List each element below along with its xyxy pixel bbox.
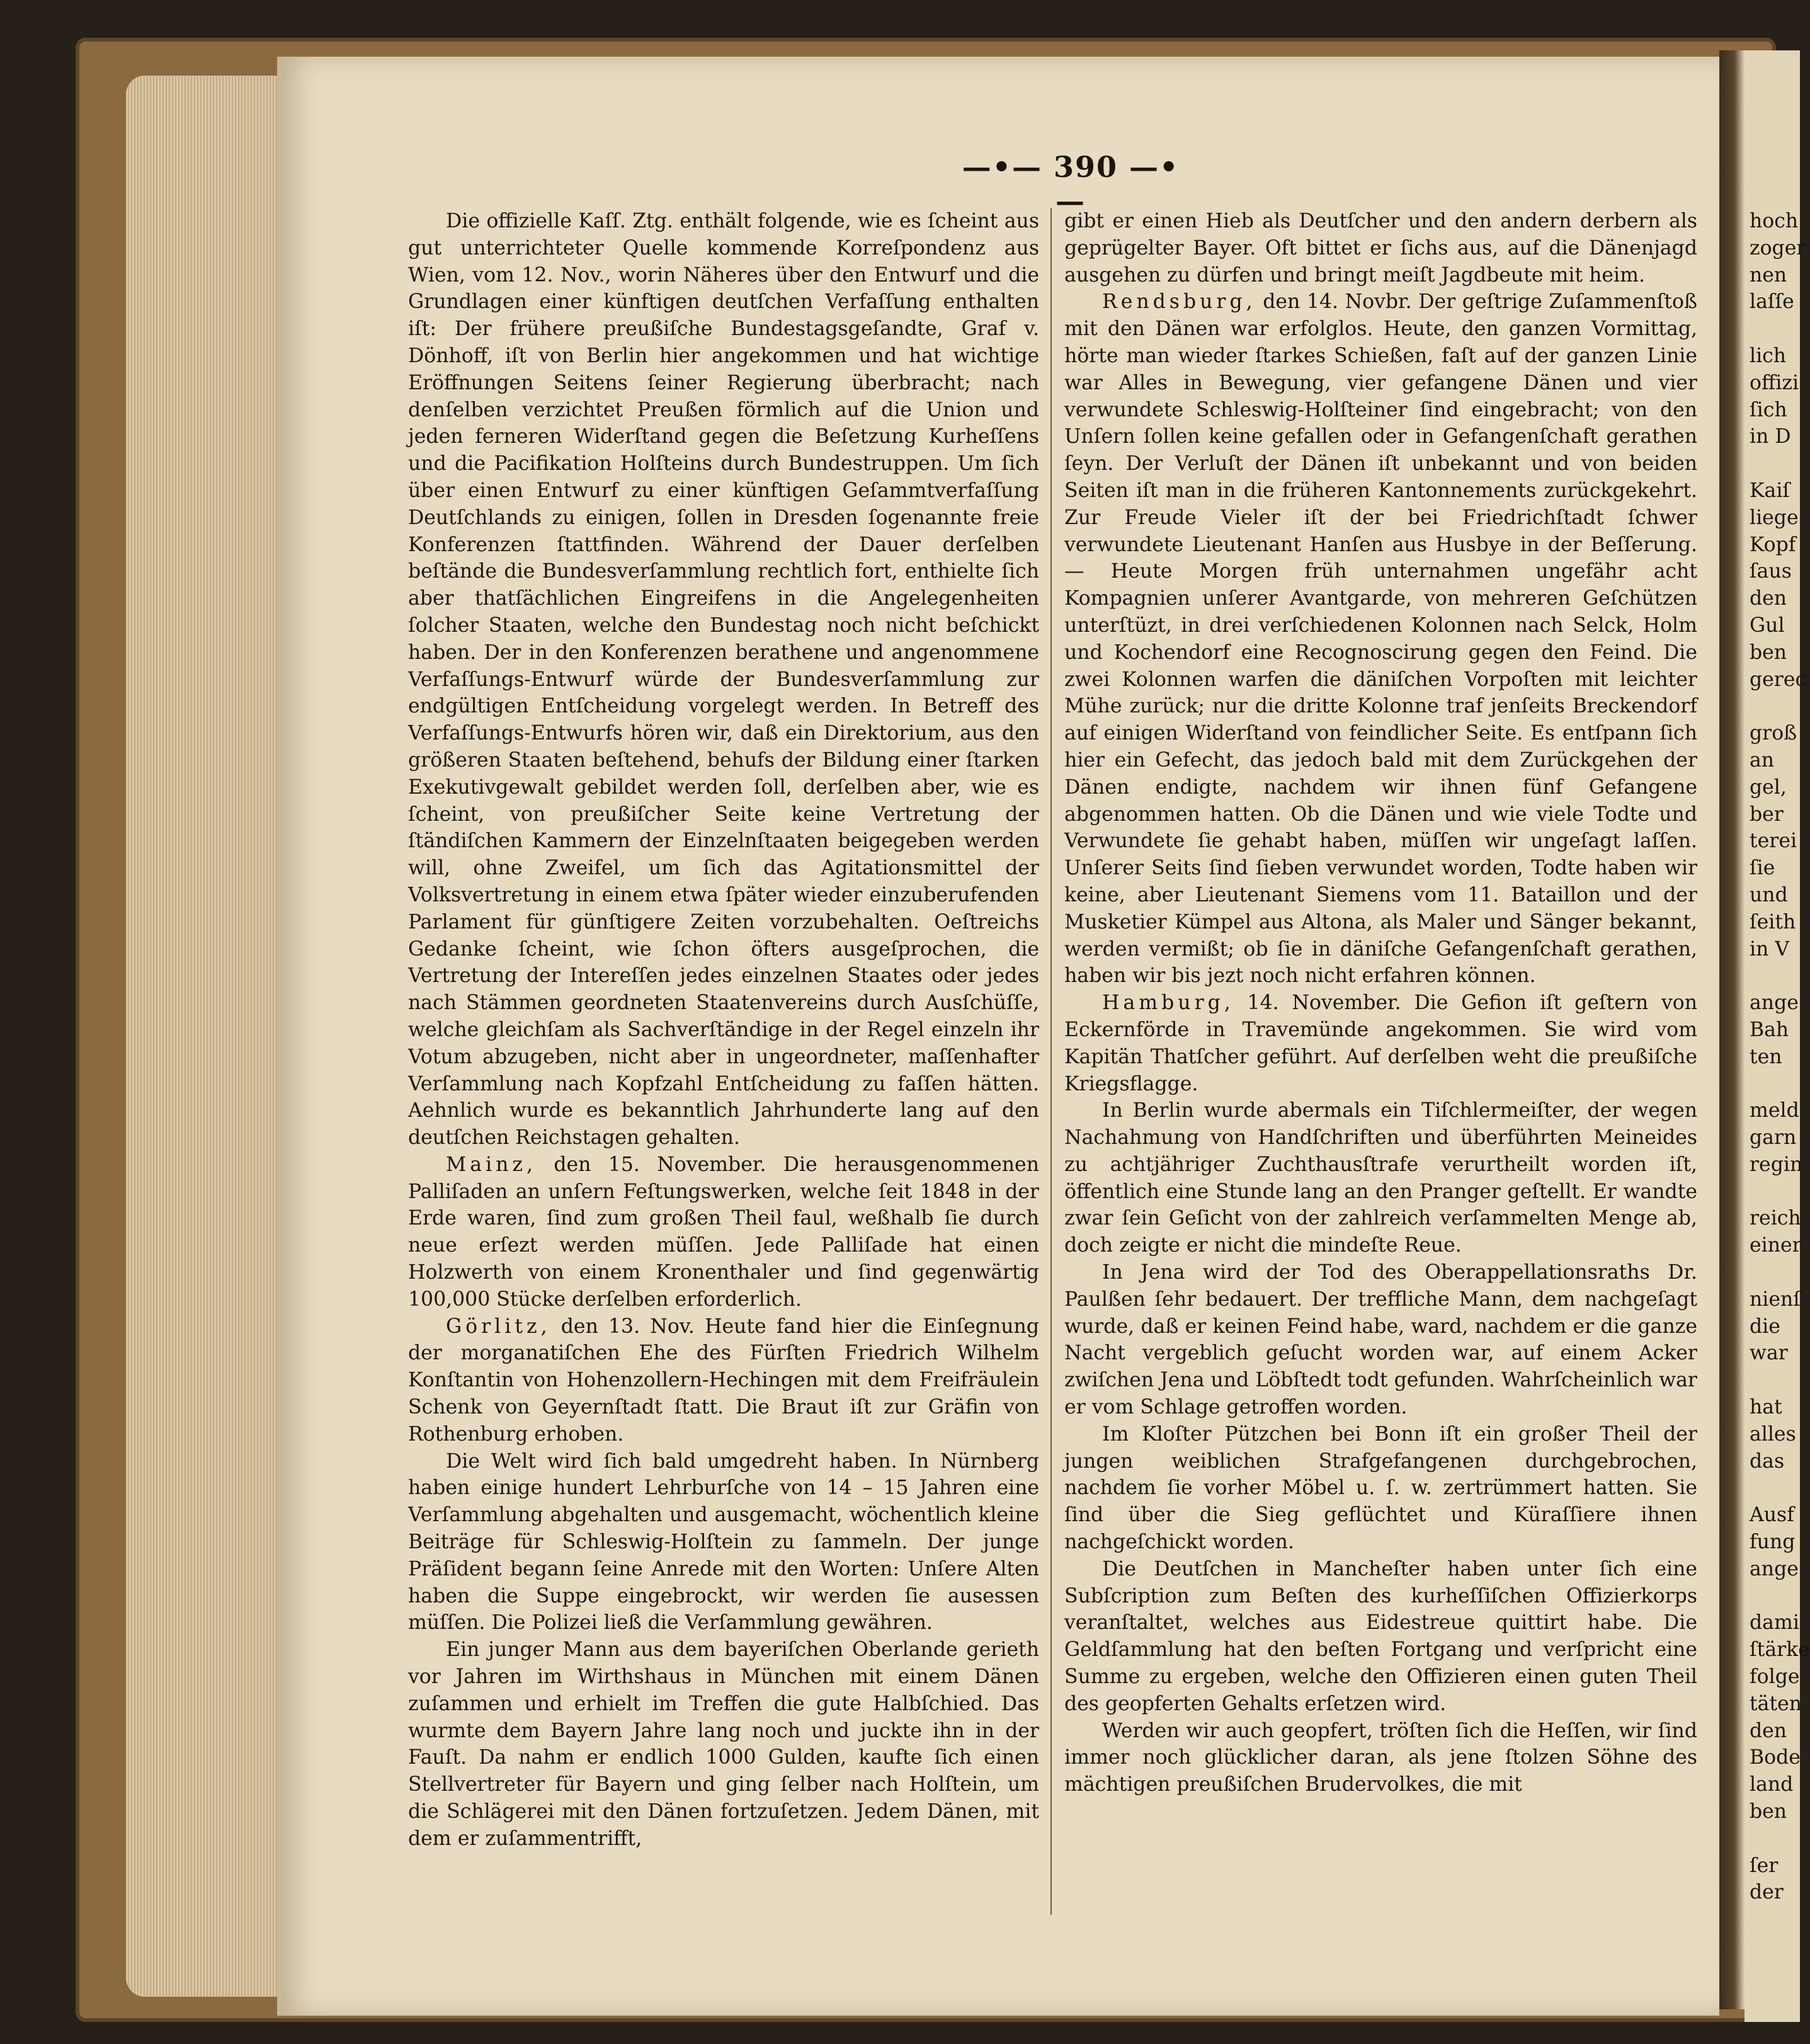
next-page-word: dami (1750, 1611, 1799, 1635)
article-paragraph (1064, 1259, 1697, 1421)
next-page-word (1745, 1179, 1800, 1206)
next-page-word: meld (1750, 1099, 1799, 1122)
next-page-word: ſich (1750, 398, 1787, 421)
next-page-word: ſeith (1750, 910, 1796, 934)
paragraph-text: In Jena wird der Tod des Oberappellationsraths Dr. Paulßen ſehr bedauert. Der treffliche Mann, dem nachgeſagt wurde, daß er keinen Feind habe, ward, nachdem er die ganze Nacht vergeblich geſucht worden war, auf einem Acker zwiſchen Jena und Löbſtedt todt gefunden. Wahrſcheinlich war er vom Schlage getroffen worden. (1064, 1261, 1697, 1419)
article-paragraph (1064, 288, 1697, 990)
next-page-word (1745, 1475, 1800, 1502)
paragraph-text: gibt er einen Hieb als Deutſcher und den andern derbern als geprügelter Bayer. Oft bittet er ſichs aus, auf die Dänenjagd ausgehen zu dürfen und bringt meiſt Jagdbeute mit heim. (1064, 210, 1697, 287)
right-column (1064, 208, 1697, 1798)
column-divider (1050, 208, 1052, 1915)
next-page-word (1745, 1367, 1800, 1394)
next-page-word: hat (1750, 1396, 1782, 1419)
next-page-fragment (1745, 50, 1810, 2022)
next-page-word: ber (1750, 802, 1784, 826)
paragraph-text: Die Deutſchen in Mancheſter haben unter ſich eine Subſcription zum Beſten des kurheſſiſchen Offizierkorps veranſtaltet, welches aus Eidestreue quittirt habe. Die Geldſammlung hat den beſten Fortgang und verſpricht eine Summe zu ergeben, welche den Offizieren einen guten Theil des geopferten Gehalts erſetzen wird. (1064, 1557, 1697, 1715)
next-page-word: Kaiſ (1750, 479, 1790, 502)
next-page-word: regin (1750, 1153, 1803, 1176)
next-page-word: den (1750, 1719, 1787, 1742)
next-page-word: offizi (1750, 371, 1799, 394)
next-page-word: ange (1750, 991, 1799, 1015)
paragraph-text: Ein junger Mann aus dem bayeriſchen Oberlande gerieth vor Jahren im Wirthshaus in München mit einem Dänen zuſammen und erhielt im Treffen die gute Halbſchied. Das wurmte dem Bayern Jahre lang noch und juckte ihn in der Fauſt. Da nahm er endlich 1000 Gulden, kaufte ſich einen Stellvertreter für Bayern und ging ſelber nach Holſtein, um die Schlägerei mit den Dänen fortzuſetzen. Jedem Dänen, mit dem er zuſammentrifft, (408, 1638, 1039, 1850)
next-page-word: Gul (1750, 614, 1785, 637)
next-page-word: ben (1750, 641, 1787, 664)
article-paragraph (1064, 990, 1697, 1097)
next-page-word (1745, 1825, 1800, 1853)
paragraph-text: Werden wir auch geopfert, tröſten ſich die Heſſen, wir ſind immer noch glücklicher daran, als jene ſtolzen Söhne des mächtigen preußiſchen Brudervolkes, die mit (1064, 1719, 1697, 1796)
next-page-word: einer (1750, 1234, 1802, 1257)
paragraph-text: Die Welt wird ſich bald umgedreht haben. In Nürnberg haben einige hundert Lehrburſche von 14 – 15 Jahren eine Verſammlung abgehalten und ausgemacht, wöchentlich kleine Beiträge für Schleswig-Holſtein zu ſammeln. Der junge Präſident begann ſeine Anrede mit den Worten: Unſere Alten haben die Suppe eingebrockt, wir werden ſie ausessen müſſen. Die Polizei ließ die Verſammlung gewähren. (408, 1449, 1039, 1635)
next-page-word: die (1750, 1315, 1780, 1338)
next-page-word: in V (1750, 937, 1790, 961)
article-paragraph (408, 1313, 1039, 1448)
article-paragraph (408, 1151, 1039, 1313)
paragraph-text: Die offizielle Kaſſ. Ztg. enthält folgende, wie es ſcheint aus gut unterrichteter Quelle kommende Korreſpondenz aus Wien, vom 12. Nov., worin Näheres über den Entwurf und die Grundlagen einer künftigen deutſchen Verfaſſung enthalten iſt: Der frühere preußiſche Bundestagsgeſandte, Graf v. Dönhoff, iſt von Berlin hier angekommen und hat wichtige Eröffnungen Seitens ſeiner Regierung überbracht; nach denſelben verzichtet Preußen förmlich auf die Union und jeden ferneren Widerſtand gegen die Beſetzung Kurheſſens und die Pacifikation Holſteins durch Bundestruppen. Um ſich über einen Entwurf zu einer künftigen Geſammtverfaſſung Deutſchlands zu einigen, ſollen in Dresden ſogenannte freie Konferenzen ſtattfinden. Während der Dauer derſelben beſtände die Bundesverſammlung rechtlich fort, enthielte ſich aber thatſächlichen Eingreifens in die Angelegenheiten ſolcher Staaten, welche den Bundestag noch nicht beſchickt haben. Der in den Konferenzen berathene und angenommene Verfaſſungs-Entwurf würde der Bundesverſammlung zur endgültigen Entſcheidung vorgelegt werden. In Betreff des Verfaſſungs-Entwurfs hören wir, daß ein Direktorium, aus den größeren Staaten beſtehend, behufs der Bildung einer ſtarken Exekutivgewalt gebildet werden ſoll, derſelben aber, wie es ſcheint, von preußiſcher Seite keine Vertretung der ſtändiſchen Kammern der Einzelnſtaaten beigegeben werden will, ohne Zweifel, um ſich das Agitationsmittel der Volksvertretung in einem etwa ſpäter wieder einzuberufenden Parlament für günſtigere Zeiten vorzubehalten. Oeſtreichs Gedanke ſcheint, wie ſchon öfters ausgeſprochen, die Vertretung der Intereſſen jedes einzelnen Staates oder jedes nach Stämmen geordneten Staatenvereins durch Ausſchüſſe, welche gleichſam als Sachverſtändige in der Regel einzeln ihr Votum abzugeben, nicht aber in ungeordneter, maſſenhafter Verſammlung nach Kopfzahl Entſcheidung zu faſſen hätten. Aehnlich wurde es bekanntlich Jahrhunderte lang auf den deutſchen Reichstagen gehalten. (408, 210, 1039, 1150)
next-page-word: terei (1750, 830, 1797, 853)
next-page-word: reich (1750, 1207, 1801, 1230)
next-page-word: in D (1750, 425, 1791, 448)
next-page-word: das (1750, 1449, 1785, 1473)
next-page-word: liege (1750, 506, 1799, 529)
next-page-word: fung (1750, 1531, 1796, 1554)
dateline-place: Rendsburg, (1102, 290, 1256, 314)
next-page-word (1745, 1071, 1800, 1098)
next-page-word: und (1750, 883, 1788, 906)
article-paragraph (1064, 1097, 1697, 1259)
article-paragraph (1064, 1421, 1697, 1556)
article-paragraph (408, 208, 1039, 1151)
next-page-word (1745, 1259, 1800, 1286)
next-page-word: war (1750, 1342, 1788, 1365)
next-page-word: ten (1750, 1045, 1782, 1068)
next-page-word: Ausf (1750, 1504, 1794, 1527)
next-page-word: ſie (1750, 857, 1775, 880)
next-page-word: Bode (1750, 1746, 1801, 1769)
next-page-word: garn (1750, 1126, 1797, 1150)
article-paragraph (408, 1448, 1039, 1637)
next-page-word: laſſe (1750, 290, 1794, 314)
next-page-word: Bah (1750, 1018, 1789, 1041)
next-page-word: alles (1750, 1422, 1796, 1446)
article-paragraph (408, 1636, 1039, 1852)
next-page-word: ange (1750, 1557, 1799, 1580)
paragraph-text: den 15. November. Die herausgenommenen Palliſaden an unſern Feſtungswerken, welche ſeit 1848 in der Erde waren, ſind zum großen Theil faul, weßhalb ſie durch neue erſezt werden müſſen. Jede Palliſade hat einen Holzwerth von einem Kronenthaler und ſind gegenwärtig 100,000 Stücke derſelben erforderlich. (408, 1153, 1039, 1311)
next-page-word: der (1750, 1881, 1784, 1904)
dateline-place: Mainz, (446, 1153, 537, 1176)
paragraph-text: In Berlin wurde abermals ein Tiſchlermeiſter, der wegen Nachahmung von Handſchriften und überführten Meineides zu achtjähriger Zuchthausſtrafe verurtheilt worden iſt, öffentlich eine Stunde lang an den Pranger geſtellt. Er wandte zwar ſein Geſicht von der zahlreich verſammelten Menge ab, doch zeigte er nicht die mindeſte Reue. (1064, 1099, 1697, 1257)
left-column (408, 208, 1039, 1853)
next-page-word: lich (1750, 344, 1787, 367)
next-page-word: an (1750, 748, 1775, 772)
next-page-word: groß (1750, 722, 1797, 745)
article-paragraph (1064, 1556, 1697, 1718)
article-paragraph (1064, 1718, 1697, 1798)
next-page-word: hoch (1750, 210, 1799, 232)
page-edges (126, 76, 283, 1997)
next-page-word (1745, 1583, 1800, 1610)
next-page-word (1745, 450, 1800, 477)
paragraph-text: den 14. Novbr. Der geſtrige Zuſammenſtoß mit den Dänen war erfolglos. Heute, den ganzen Vormittag, hörte man wieder ſtarkes Schießen, faſt auf der ganzen Linie war Alles in Bewegung, vier gefangene Dänen und vier verwundete Schleswig-Holſteiner ſind eingebracht; von den Unſern ſollen keine gefallen oder in Gefangenſchaft gerathen ſeyn. Der Verluſt der Dänen iſt unbekannt und von beiden Seiten iſt man in die früheren Kantonnements zurückgekehrt. Zur Freude Vieler iſt der bei Friedrichſtadt ſchwer verwundete Lieutenant Hanſen aus Husbye in der Beſſerung. — Heute Morgen früh unternahmen ungefähr acht Kompagnien unſerer Avantgarde, von mehreren Geſchützen unterſtüzt, in drei verſchiedenen Kolonnen nach Selck, Holm und Kochendorf eine Recognoscirung gegen den Feind. Die zwei Kolonnen warfen die däniſchen Vorpoſten mit leichter Mühe zurück; nur die dritte Kolonne traf jenſeits Breckendorf auf einigen Widerſtand von feindlicher Seite. Es entſpann ſich hier ein Gefecht, das jedoch bald mit dem Zurückgehen der Dänen endigte, nachdem wir ihnen fünf Gefangene abgenommen hatten. Ob die Dänen und wie viele Todte und Verwundete ſie gehabt haben, müſſen wir ungeſagt laſſen. Unſerer Seits ſind ſieben verwundet worden, Todte haben wir keine, aber Lieutenant Siemens vom 11. Bataillon und der Musketier Kümpel aus Altona, als Maler und Sänger bekannt, werden vermißt; ob ſie in däniſche Gefangenſchaft gerathen, haben wir bis jezt noch nicht erfahren können. (1064, 290, 1697, 988)
next-page-word: land (1750, 1773, 1794, 1796)
next-page-word: gel, (1750, 775, 1787, 799)
dateline-place: Hamburg, (1102, 991, 1234, 1015)
next-page-word: zoger (1750, 236, 1806, 260)
paragraph-text: den 13. Nov. Heute fand hier die Einſegnung der morganatiſchen Ehe des Fürſten Friedrich Wilhelm Konſtantin von Hohenzollern-Hechingen mit dem Freifräulein Schenk von Geyernſtadt ſtatt. Die Braut iſt zur Gräfin von Rothenburg erhoben. (408, 1315, 1039, 1446)
next-page-word (1745, 316, 1800, 343)
book-gutter (1719, 50, 1745, 2009)
next-page-word: folge (1750, 1665, 1800, 1689)
next-page-word (1745, 962, 1800, 990)
next-page-word: ben (1750, 1800, 1787, 1824)
next-page-word: den (1750, 587, 1787, 610)
next-page-word: nen (1750, 263, 1787, 287)
next-page-word: täten (1750, 1692, 1802, 1715)
next-page-word: Kopf (1750, 533, 1796, 556)
dateline-place: Görlitz, (446, 1315, 551, 1338)
next-page-word: ſaus (1750, 560, 1792, 583)
next-page-word: gerec (1750, 668, 1807, 691)
next-page-word: ſer (1750, 1854, 1779, 1877)
paragraph-text: Im Kloſter Pützchen bei Bonn iſt ein großer Theil der jungen weiblichen Strafgefangenen durchgebrochen, nachdem ſie vorher Möbel u. ſ. w. zertrümmert hatten. Sie ſind über die Sieg geflüchtet und Küraſſiere ihnen nachgeſchickt worden. (1064, 1422, 1697, 1554)
article-paragraph (1064, 208, 1697, 288)
paragraph-text: 14. November. Die Gefion iſt geſtern von Eckernförde in Travemünde angekommen. Sie wird vom Kapitän Thatſcher geführt. Auf derſelben weht die preußiſche Kriegsflagge. (1064, 991, 1697, 1095)
next-page-word: nienſ (1750, 1287, 1801, 1311)
page-number: —•— 390 —•— (962, 150, 1180, 218)
next-page-word (1745, 693, 1800, 720)
next-page-word: ſtärke (1750, 1638, 1810, 1662)
